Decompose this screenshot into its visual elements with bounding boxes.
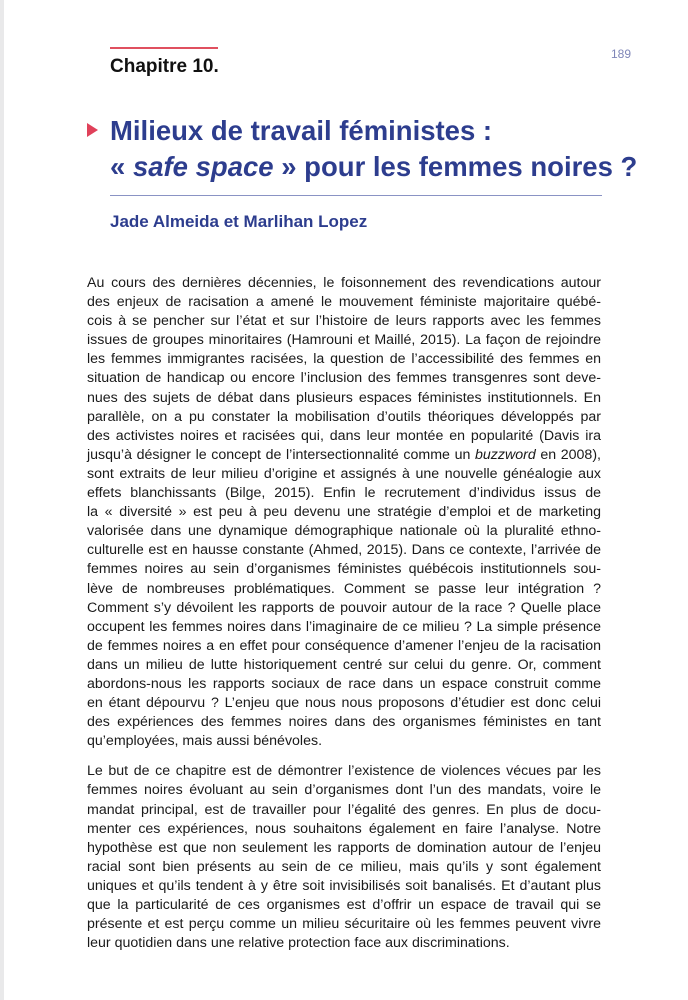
text-line	[87, 446, 601, 465]
text-line: cois à se pencher sur l’état et sur l’histoire de leurs rapports avec les femmes	[87, 313, 601, 330]
text-line: des enjeux de racisation a amené le mouvement féministe majoritaire québé-	[87, 294, 601, 311]
text-line: des expériences des femmes noires dans des organismes féministes en tant	[87, 714, 601, 731]
text-line: abordons-nous les rapports sociaux de race dans un espace construit comme	[87, 675, 601, 692]
text-line: situation de handicap ou encore l’inclusion des femmes transgenres sont deve-	[87, 370, 601, 387]
text-line: racial sont bien présents au sein de ce milieu, mais qu’ils y sont également	[87, 858, 601, 875]
text-line: parallèle, on a pu constater la mobilisation d’outils théoriques développés par	[87, 408, 601, 425]
text-line: valorisée dans une dynamique démographique nationale où la pluralité ethno-	[87, 523, 601, 540]
text-line: qu’employées, mais aussi bénévoles.	[87, 733, 323, 750]
title-open-quote: «	[110, 151, 133, 182]
text-line: occupent les femmes noires dans l’imaginaire de ce milieu ? La simple présence	[87, 618, 601, 635]
page-edge	[0, 0, 4, 1000]
chapter-title	[110, 113, 638, 185]
text-line: des activistes noires et racisées qui, dans leur montée en popularité (Davis ira	[87, 427, 601, 444]
text-line: Au cours des dernières décennies, le foisonnement des revendications autour	[87, 275, 601, 291]
text-line: lève de nombreuses problématiques. Comment se passe leur intégration ?	[87, 580, 601, 597]
paragraph-1	[87, 274, 601, 751]
title-rule	[110, 195, 602, 196]
text-line: les femmes immigrantes racisées, la question de l’accessibilité des femmes en	[87, 351, 601, 368]
text-line: leur quotidien dans une relative protection face aux discriminations.	[87, 935, 510, 952]
title-arrow-icon	[87, 123, 98, 137]
text-line: dans un milieu de lutte historiquement centré sur celui du genre. Or, comment	[87, 656, 601, 673]
text-segment: en 2008),	[535, 446, 601, 463]
text-segment: jusqu’à désigner le concept de l’intersectionnalité comme un	[87, 446, 475, 463]
paragraph-2	[87, 762, 601, 953]
text-line: que la particularité de ces organismes est d’offrir un espace de travail qui se	[87, 897, 601, 913]
text-line: femmes noires évoluant au sein d’organismes dont l’un des mandats, voire le	[87, 782, 601, 799]
text-line: de femmes noires a en effet pour conséquence d’amener l’enjeu de la racisation	[87, 637, 601, 654]
chapter-label: Chapitre 10.	[110, 56, 219, 77]
text-line: culturelle est en hausse constante (Ahmed, 2015). Dans ce contexte, l’arrivée de	[87, 542, 601, 559]
title-line-1: Milieux de travail féministes :	[110, 115, 493, 146]
text-line: mandat principal, est de travailler pour l’égalité des genres. En plus de docu-	[87, 801, 601, 818]
text-line: Comment s’y dévoilent les rapports de pouvoir autour de la race ? Quelle place	[87, 599, 601, 616]
authors: Jade Almeida et Marlihan Lopez	[110, 212, 368, 231]
text-line: effets blanchissants (Bilge, 2015). Enfin le recrutement d’individus issus de	[87, 485, 601, 502]
text-line: présente et est perçu comme un milieu sécuritaire où les femmes peuvent vivre	[87, 916, 601, 933]
text-line: sont extraits de leur milieu d’origine et assignés à une nouvelle généalogie aux	[87, 465, 601, 482]
title-italic-term: safe space	[132, 151, 274, 182]
text-line: Le but de ce chapitre est de démontrer l’existence de violences vécues par les	[87, 763, 601, 780]
text-line: la « diversité » est peu à peu devenu une stratégie d’emploi et de marketing	[87, 504, 601, 521]
page-number: 189	[610, 47, 631, 61]
text-line: hypothèse est que non seulement les rapports de domination autour de l’enjeu	[87, 839, 601, 856]
title-line-2-rest: » pour les femmes noires ?	[273, 151, 638, 182]
body-text	[87, 274, 601, 953]
chapter-rule	[110, 47, 218, 49]
text-line: femmes noires au sein d’organismes féministes québécois institutionnels sou-	[87, 561, 601, 578]
text-line: uniques et qu’ils tendent à y être soit invisibilisés soit banalisés. Et d’autant plus	[87, 877, 601, 894]
italic-term: buzzword	[474, 446, 536, 463]
text-line: nues des sujets de débat dans plusieurs espaces féministes institutionnels. En	[87, 389, 601, 406]
text-line: issues de groupes minoritaires (Hamrouni et Maillé, 2015). La façon de rejoindre	[87, 332, 601, 349]
text-line: menter ces expériences, nous souhaitons également en faire l’analyse. Notre	[87, 820, 601, 837]
title-line-2	[110, 149, 638, 185]
paragraph-gap	[87, 751, 601, 762]
text-line: en étant dépourvu ? L’enjeu que nous nous proposons d’étudier est donc celui	[87, 695, 601, 712]
